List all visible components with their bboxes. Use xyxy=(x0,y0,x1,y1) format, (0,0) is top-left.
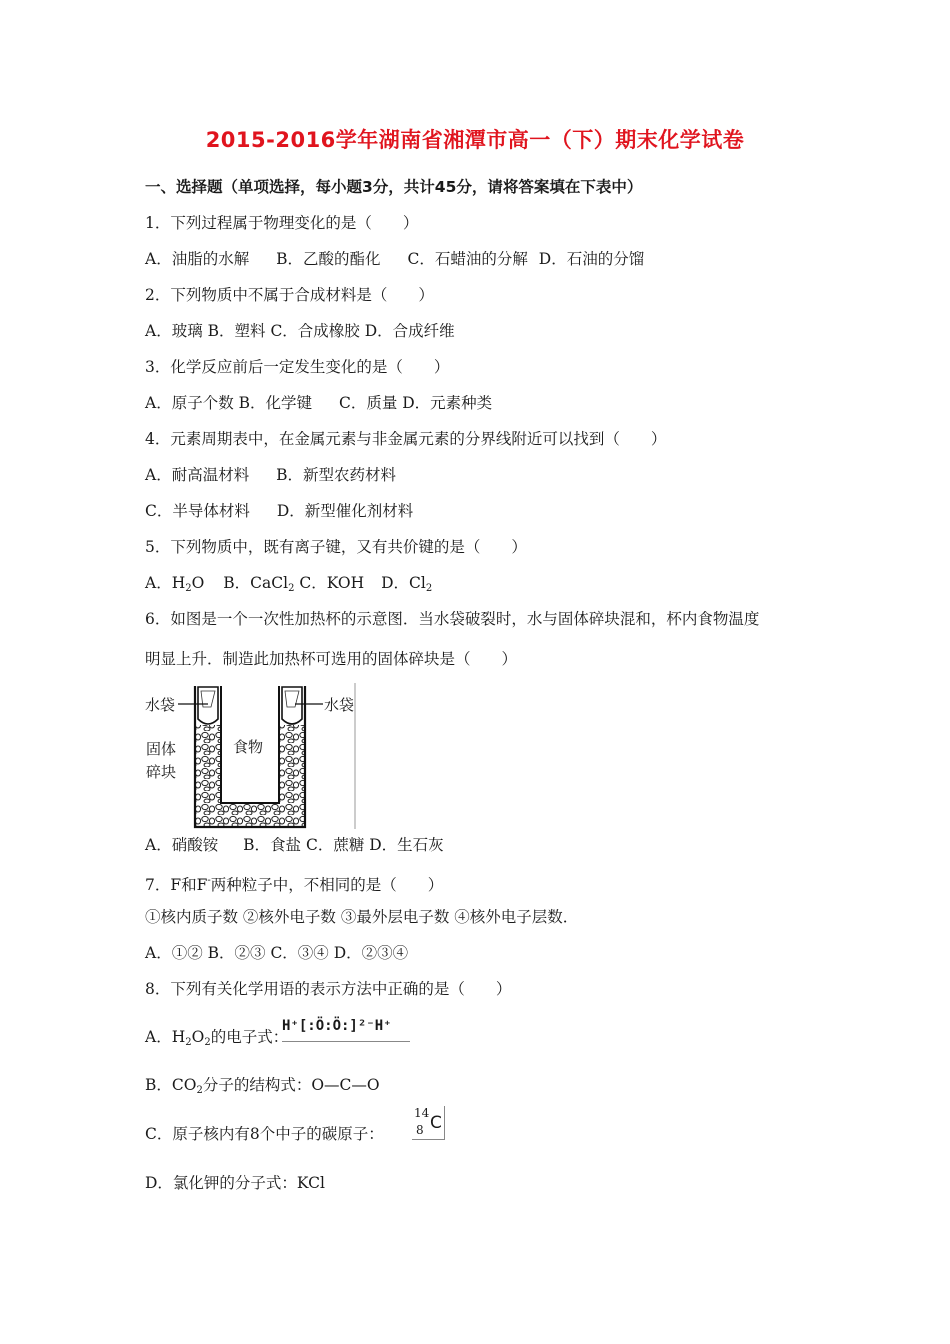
q1-option-d[interactable]: D．石油的分馏 xyxy=(538,250,645,268)
label-solid-2: 碎块 xyxy=(146,763,177,781)
label-solid-1: 固体 xyxy=(146,740,177,758)
q5-option-c[interactable]: C．KOH xyxy=(299,574,365,592)
question-4-options-row1 xyxy=(145,465,396,485)
q2-options[interactable]: A．玻璃 B．塑料 C．合成橡胶 D．合成纤维 xyxy=(145,322,455,340)
question-3-options xyxy=(145,393,492,413)
q3-options-ab[interactable]: A．原子个数 B．化学键 xyxy=(145,394,313,412)
question-2-stem: 2．下列物质中不属于合成材料是（ ） xyxy=(145,286,434,304)
h2o2-electron-formula: H⁺[:Ö:Ö:]²⁻H⁺ xyxy=(282,1015,410,1042)
carbon-14-nuclide: 14 8 C xyxy=(412,1106,445,1140)
label-water-bag-left: 水袋 xyxy=(145,696,176,714)
q3-options-cd[interactable]: C．质量 D．元素种类 xyxy=(338,394,493,412)
heating-cup-diagram xyxy=(145,683,360,833)
label-food: 食物 xyxy=(233,738,264,756)
q6-options-bcd[interactable]: B．食盐 C．蔗糖 D．生石灰 xyxy=(243,836,444,854)
q6-option-a[interactable]: A．硝酸铵 xyxy=(145,836,219,854)
question-8-stem: 8．下列有关化学用语的表示方法中正确的是（ ） xyxy=(145,980,512,998)
q8-option-d[interactable]: D．氯化钾的分子式：KCl xyxy=(145,1174,325,1192)
page-title: 2015-2016学年湖南省湘潭市高一（下）期末化学试卷 xyxy=(205,128,745,152)
q4-option-b[interactable]: B．新型农药材料 xyxy=(276,466,397,484)
q4-option-a[interactable]: A．耐高温材料 xyxy=(145,466,250,484)
q7-options[interactable]: A．①② B．②③ C．③④ D．②③④ xyxy=(145,944,409,962)
question-4-stem: 4．元素周期表中，在金属元素与非金属元素的分界线附近可以找到（ ） xyxy=(145,430,667,448)
section-heading: 一、选择题（单项选择，每小题3分，共计45分，请将答案填在下表中） xyxy=(145,178,643,196)
question-3-stem: 3．化学反应前后一定发生变化的是（ ） xyxy=(145,358,450,376)
q4-option-d[interactable]: D．新型催化剂材料 xyxy=(276,502,414,520)
question-7-stem: 7．F和F-两种粒子中，不相同的是（ ） xyxy=(145,875,444,894)
q5-option-d[interactable]: D．$Cl_2$ xyxy=(381,574,433,594)
label-water-bag-right: 水袋 xyxy=(324,696,355,714)
question-1-options xyxy=(145,249,644,269)
q5-option-a[interactable]: A．$H_2O$ xyxy=(145,574,205,594)
question-1-stem: 1．下列过程属于物理变化的是（ ） xyxy=(145,214,419,232)
q8-option-b[interactable]: B．$CO_2$分子的结构式：O—C—O xyxy=(145,1076,380,1096)
q8-option-c[interactable]: C．原子核内有8个中子的碳原子： xyxy=(145,1125,384,1143)
q5-option-b[interactable]: B．CaCl$_2$ xyxy=(223,574,295,594)
q1-option-c[interactable]: C．石蜡油的分解 xyxy=(407,250,528,268)
q1-option-a[interactable]: A．油脂的水解 xyxy=(145,250,250,268)
question-6-stem-line2: 明显上升．制造此加热杯可选用的固体碎块是（ ） xyxy=(145,650,518,668)
q1-option-b[interactable]: B．乙酸的酯化 xyxy=(276,250,381,268)
question-5-stem: 5．下列物质中，既有离子键，又有共价键的是（ ） xyxy=(145,538,527,556)
question-5-options xyxy=(145,573,432,599)
question-7-items: ①核内质子数 ②核外电子数 ③最外层电子数 ④核外电子层数． xyxy=(145,908,579,926)
question-6-options xyxy=(145,835,444,855)
q4-option-c[interactable]: C．半导体材料 xyxy=(145,502,250,520)
question-4-options-row2 xyxy=(145,501,413,521)
question-6-stem-line1: 6．如图是一个一次性加热杯的示意图．当水袋破裂时，水与固体碎块混和，杯内食物温度 xyxy=(145,610,760,628)
q8-option-a[interactable]: A．$H_2O_2$的电子式： xyxy=(145,1028,289,1048)
